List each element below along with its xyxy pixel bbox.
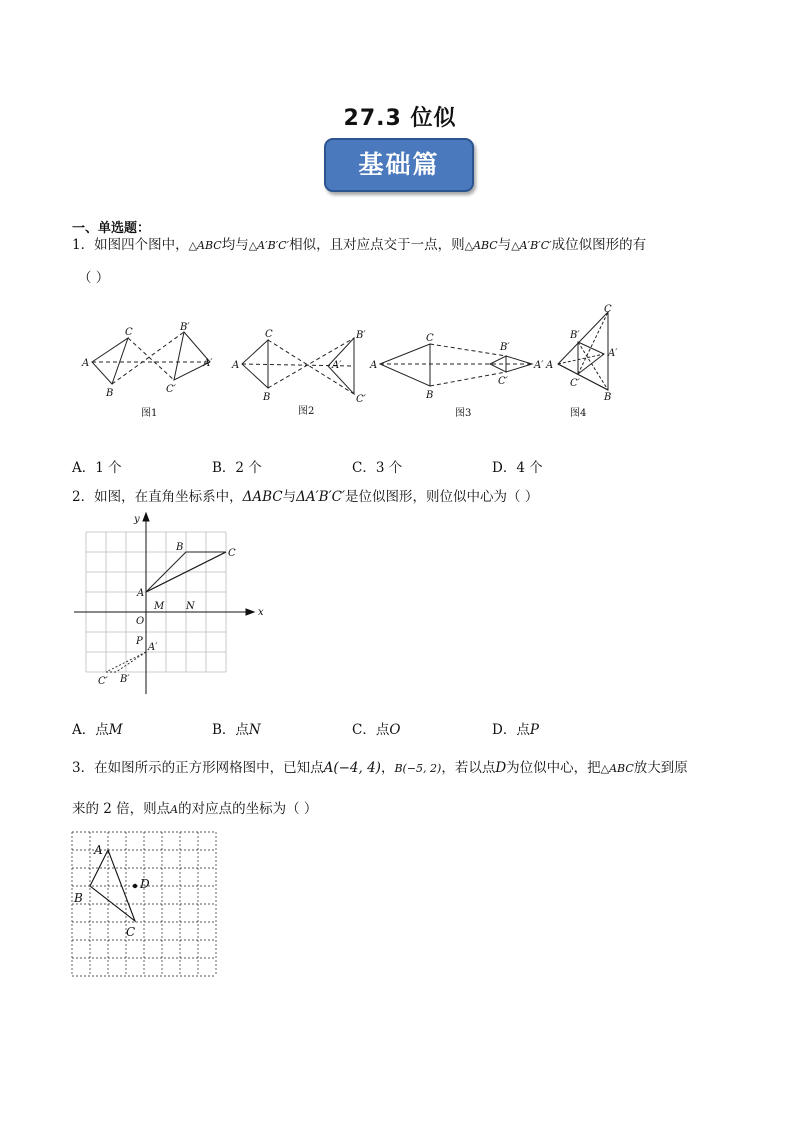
label-B-prime: B′ (570, 330, 580, 341)
option-d[interactable]: D．点P (492, 722, 539, 738)
label-A-prime: A′ (148, 642, 158, 653)
label-B-prime: B′ (356, 330, 366, 341)
question-1-text: 1．如图四个图中，△ABC均与△A′B′C′相似，且对应点交于一点，则△ABC与△A′B′C′成位似图形的有 (72, 237, 647, 253)
label-C: C (228, 548, 236, 559)
label-C: C (426, 333, 434, 344)
label-A: A (82, 358, 90, 369)
figure-1 (92, 332, 210, 384)
label-C-prime: C′ (166, 384, 176, 395)
axis-label-y: y (134, 514, 140, 525)
label-O: O (136, 616, 145, 627)
question-1-answer-paren: （ ） (78, 270, 110, 286)
question-3-text-line-2: 来的 2 倍，则点A的对应点的坐标为（ ） (72, 801, 318, 817)
option-b[interactable]: B．点N (212, 722, 261, 738)
label-B: B (426, 390, 434, 401)
label-A-prime: A′ (534, 360, 544, 371)
figure-caption-3: 图3 (455, 408, 472, 419)
figure-caption-4: 图4 (570, 408, 587, 419)
label-M: M (154, 601, 165, 612)
option-a[interactable]: A．点M (72, 722, 123, 738)
label-B-prime: B′ (180, 322, 190, 333)
label-A: A (232, 360, 240, 371)
option-d[interactable]: D．4 个 (492, 460, 543, 476)
label-A: A (370, 360, 378, 371)
label-B-prime: B′ (500, 342, 510, 353)
q3-square-grid (70, 828, 222, 986)
option-c[interactable]: C．点O (352, 722, 401, 738)
section-heading: 一、单选题： (72, 221, 151, 236)
label-A-prime: A′ (332, 360, 342, 371)
label-A: A (546, 360, 554, 371)
label-A-prime: A′ (203, 358, 213, 369)
point-D (133, 884, 137, 888)
label-A-prime: A′ (608, 348, 618, 359)
label-C-prime: C′ (98, 676, 108, 687)
label-N: N (186, 601, 195, 612)
label-C: C (125, 327, 133, 338)
option-a[interactable]: A．1 个 (72, 460, 122, 476)
label-C-prime: C′ (570, 378, 580, 389)
label-B: B (74, 891, 83, 905)
label-B: B (106, 388, 114, 399)
q2-coordinate-grid (72, 508, 272, 698)
axis-label-x: x (258, 607, 264, 618)
figure-caption-2: 图2 (298, 406, 315, 417)
q1-figures (80, 300, 640, 420)
option-c[interactable]: C．3 个 (352, 460, 403, 476)
label-A: A (94, 843, 103, 857)
label-C-prime: C′ (498, 376, 508, 387)
question-3-text-line-1: 3．在如图所示的正方形网格图中，已知点A(−4, 4)，B(−5, 2)，若以点D为位似中心，把△ABC放大到原 (72, 760, 688, 776)
label-B: B (176, 542, 184, 553)
question-2-text: 2．如图，在直角坐标系中，ΔABC与ΔA′B′C′是位似图形，则位似中心为（ ） (72, 489, 539, 505)
label-C: C (126, 925, 136, 939)
label-D: D (140, 877, 150, 891)
level-badge: 基础篇 (324, 138, 474, 192)
label-C: C (265, 329, 273, 340)
option-b[interactable]: B．2 个 (212, 460, 262, 476)
label-C-prime: C′ (356, 394, 366, 405)
label-B-prime: B′ (120, 674, 130, 685)
label-C: C (604, 304, 612, 315)
question-number: 1． (72, 237, 95, 253)
page-title: 27.3 位似 (343, 106, 457, 131)
label-P: P (136, 636, 143, 647)
label-B: B (604, 392, 612, 403)
label-A: A (137, 588, 145, 599)
figure-caption-1: 图1 (141, 408, 158, 419)
label-B: B (263, 392, 271, 403)
figure-4 (558, 312, 608, 390)
